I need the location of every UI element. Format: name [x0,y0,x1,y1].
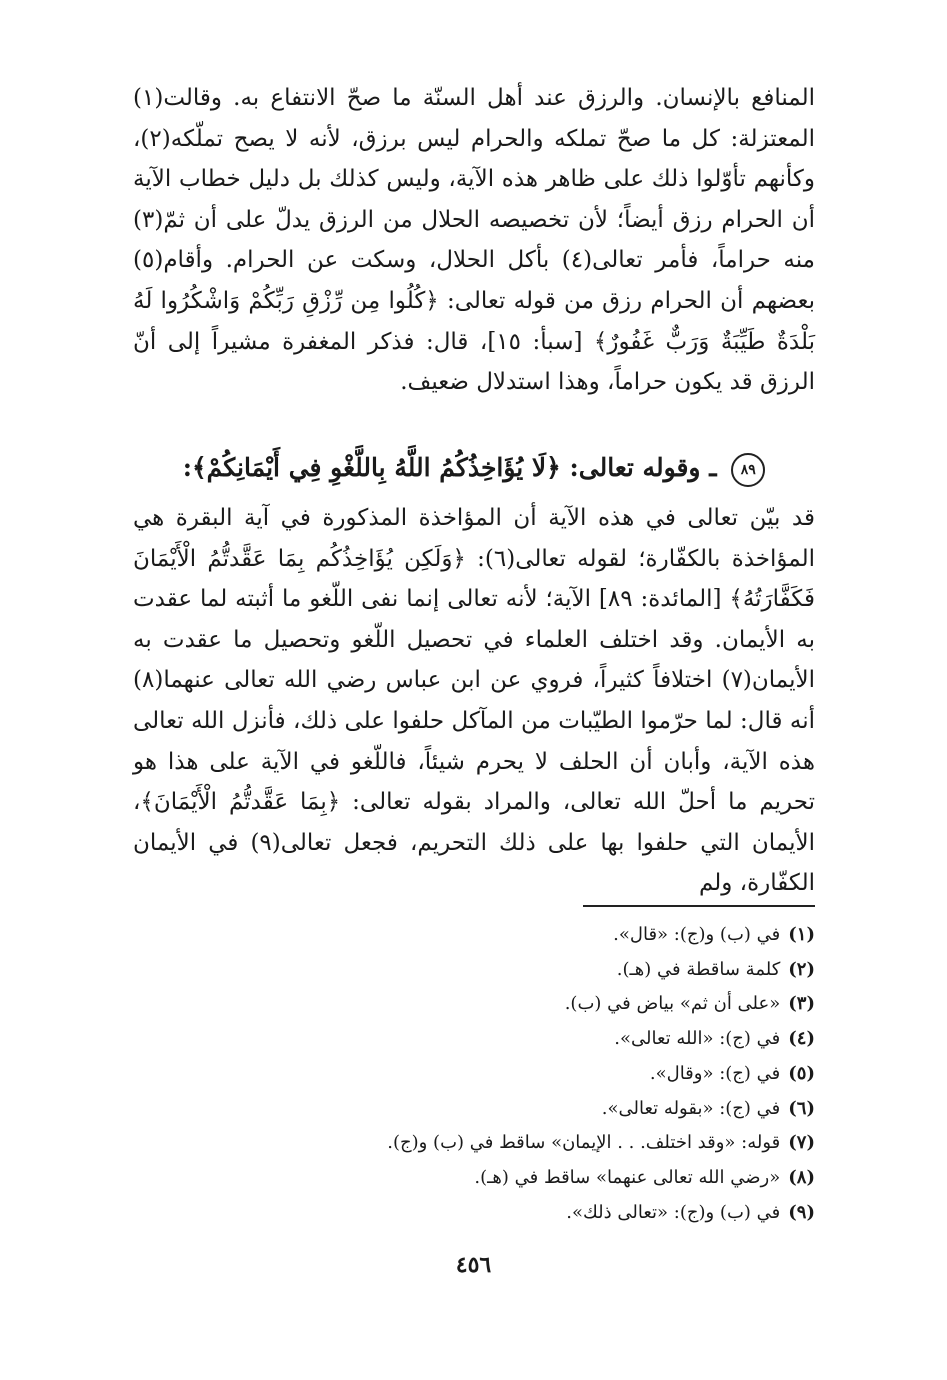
footnote-number: (٨) [788,1166,815,1188]
footnote-text: في (ج): «وقال». [649,1062,781,1084]
footnote-number: (٧) [788,1132,815,1154]
footnote-item [133,1126,815,1161]
footnote-text: في (ب) و(ج): «قال». [613,924,781,945]
verse-number-badge: ٨٩ [731,453,765,487]
footnote-number: (٢) [788,958,815,980]
footnote-text: «رضي الله تعالى عنهما» ساقط في (هـ). [474,1166,781,1188]
footnote-item [133,1022,815,1057]
footnote-text: «على أن ثم» بياض في (ب). [564,993,781,1015]
footnote-text: في (ب) و(ج): «تعالى ذلك». [566,1201,781,1223]
footnotes [133,918,815,1230]
footnote-text: في (ج): «بقوله تعالى». [601,1097,781,1119]
page-number: ٤٥٦ [455,1252,492,1278]
footnote-item [133,918,815,953]
main-text-block-1 [133,78,815,403]
footnote-text: كلمة ساقطة في (هـ). [616,958,781,980]
footnote-text: في (ج): «الله تعالى». [614,1028,781,1050]
footnote-item [133,1196,815,1231]
footnote-number: (٦) [788,1097,815,1119]
main-text-block-2 [133,498,815,904]
footnote-item [133,1092,815,1127]
verse-heading [133,448,815,488]
footnote-number: (٩) [788,1201,815,1223]
footnote-number: (٣) [788,993,815,1015]
footnote-number: (٥) [788,1062,815,1084]
footnote-item [133,1057,815,1092]
footnote-item [133,953,815,988]
paragraph-1: المنافع بالإنسان. والرزق عند أهل السنّة ما صحّ الانتفاع به. وقالت(١) المعتزلة: كل ما صحّ تملكه والحرام ليس برزق، لأنه لا يصح تملّكه(٢)، وكأنهم تأوّلوا ذلك على ظاهر هذه الآية، وليس كذلك بل دليل خطاب الآية أن الحرام رزق أيضاً؛ لأن تخصيصه الحلال من الرزق يدلّ على أن ثمّ(٣) منه حراماً، فأمر تعالى(٤) بأكل الحلال، وسكت عن الحرام. وأقام(٥) بعضهم أن الحرام رزق من قوله تعالى: ﴿كُلُوا مِن رِّزْقِ رَبِّكُمْ وَاشْكُرُوا لَهُ بَلْدَةٌ طَيِّبَةٌ وَرَبٌّ غَفُورٌ﴾ [سبأ: ١٥]، قال: فذكر المغفرة مشيراً إلى أنّ الرزق قد يكون حراماً، وهذا استدلال ضعيف. [133,85,815,396]
footnote-number: (١) [788,924,815,945]
verse-heading-text: ـ وقوله تعالى: ﴿لَا يُؤَاخِذُكُمُ اللَّهُ بِاللَّغْوِ فِي أَيْمَانِكُمْ﴾: [182,453,717,482]
footnote-text: قوله: «وقد اختلف. . . الإيمان» ساقط في (ب) و(ج). [387,1132,781,1154]
footnote-divider [583,905,815,907]
paragraph-2: قد بيّن تعالى في هذه الآية أن المؤاخذة المذكورة في آية البقرة هي المؤاخذة بالكفّارة؛ لقوله تعالى(٦): ﴿وَلَكِن يُؤَاخِذُكُم بِمَا عَقَّدتُّمُ الْأَيْمَانَ فَكَفَّارَتُهُ﴾ [المائدة: ٨٩] الآية؛ لأنه تعالى إنما نفى اللّغو ما أثبته لما عقدت به الأيمان. وقد اختلف العلماء في تحصيل اللّغو وتحصيل ما عقدت به الأيمان(٧) اختلافاً كثيراً، فروي عن ابن عباس رضي الله تعالى عنهما(٨) أنه قال: لما حرّموا الطيّبات من المآكل حلفوا على ذلك، فأنزل الله تعالى هذه الآية، وأبان أن الحلف لا يحرم شيئاً، فاللّغو في الآية على هذا هو تحريم ما أحلّ الله تعالى، والمراد بقوله تعالى: ﴿بِمَا عَقَّدتُّمُ الْأَيْمَانَ﴾، الأيمان التي حلفوا بها على ذلك التحريم، فجعل تعالى(٩) في الأيمان الكفّارة، ولم [133,505,815,897]
footnote-item [133,1161,815,1196]
footnote-number: (٤) [788,1028,815,1050]
footnote-item [133,987,815,1022]
